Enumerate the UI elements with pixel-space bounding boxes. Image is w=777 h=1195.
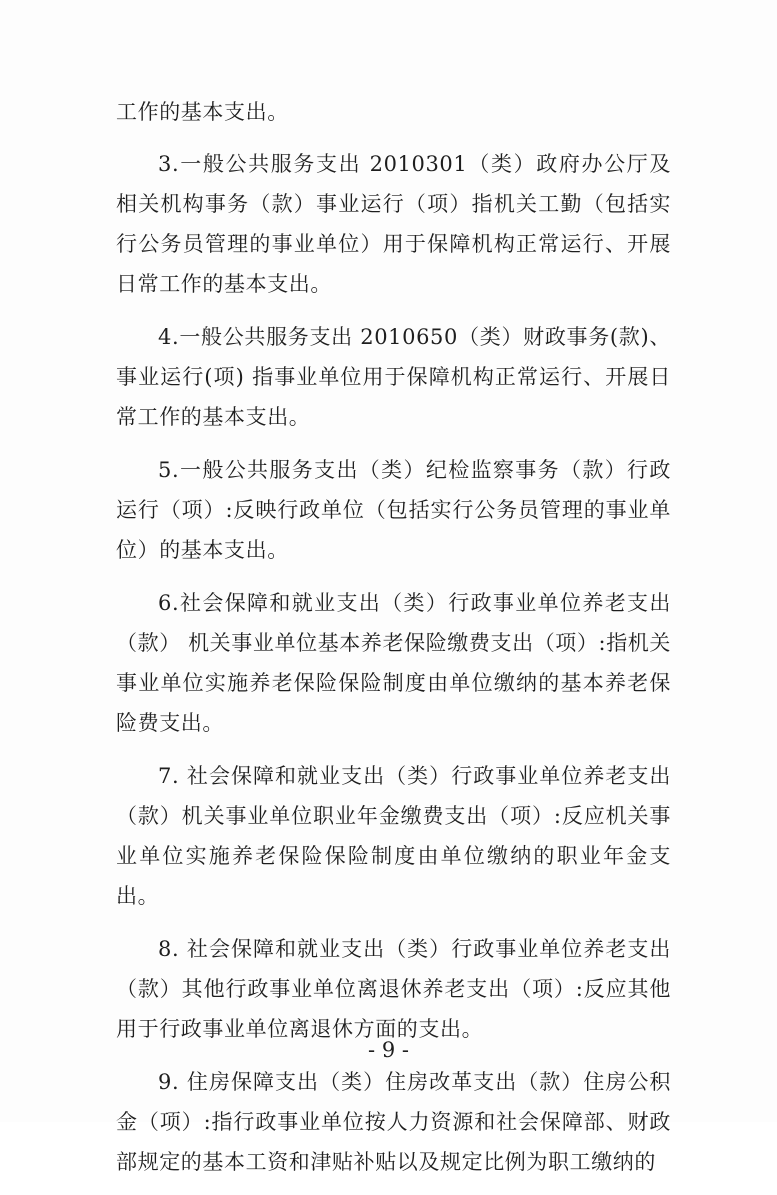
paragraph-item-7: 7. 社会保障和就业支出（类）行政事业单位养老支出（款）机关事业单位职业年金缴费支出（项）:反应机关事业单位实施养老保险保险制度由单位缴纳的职业年金支出。: [116, 764, 671, 908]
page-number: - 9 -: [368, 1038, 409, 1062]
paragraph-item-9: 9. 住房保障支出（类）住房改革支出（款）住房公积金（项）:指行政事业单位按人力资源和社会保障部、财政部规定的基本工资和津贴补贴以及规定比例为职工缴纳的: [116, 1070, 671, 1174]
paragraph-item-5: 5.一般公共服务支出（类）纪检监察事务（款）行政运行（项）:反映行政单位（包括实行公务员管理的事业单位）的基本支出。: [116, 458, 671, 562]
paragraph-item-3: 3.一般公共服务支出 2010301（类）政府办公厅及相关机构事务（款）事业运行（项）指机关工勤（包括实行公务员管理的事业单位）用于保障机构正常运行、开展日常工作的基本支出。: [116, 152, 671, 296]
paragraph-item-6: 6.社会保障和就业支出（类）行政事业单位养老支出（款） 机关事业单位基本养老保险缴费支出（项）:指机关事业单位实施养老保险保险制度由单位缴纳的基本养老保险费支出。: [116, 591, 671, 735]
paragraph-continuation: 工作的基本支出。: [116, 100, 289, 124]
paragraph-item-8: 8. 社会保障和就业支出（类）行政事业单位养老支出（款）其他行政事业单位离退休养老支出（项）:反应其他用于行政事业单位离退休方面的支出。: [116, 937, 671, 1041]
paragraph-item-4: 4.一般公共服务支出 2010650（类）财政事务(款)、事业运行(项) 指事业单位用于保障机构正常运行、开展日常工作的基本支出。: [116, 325, 671, 429]
